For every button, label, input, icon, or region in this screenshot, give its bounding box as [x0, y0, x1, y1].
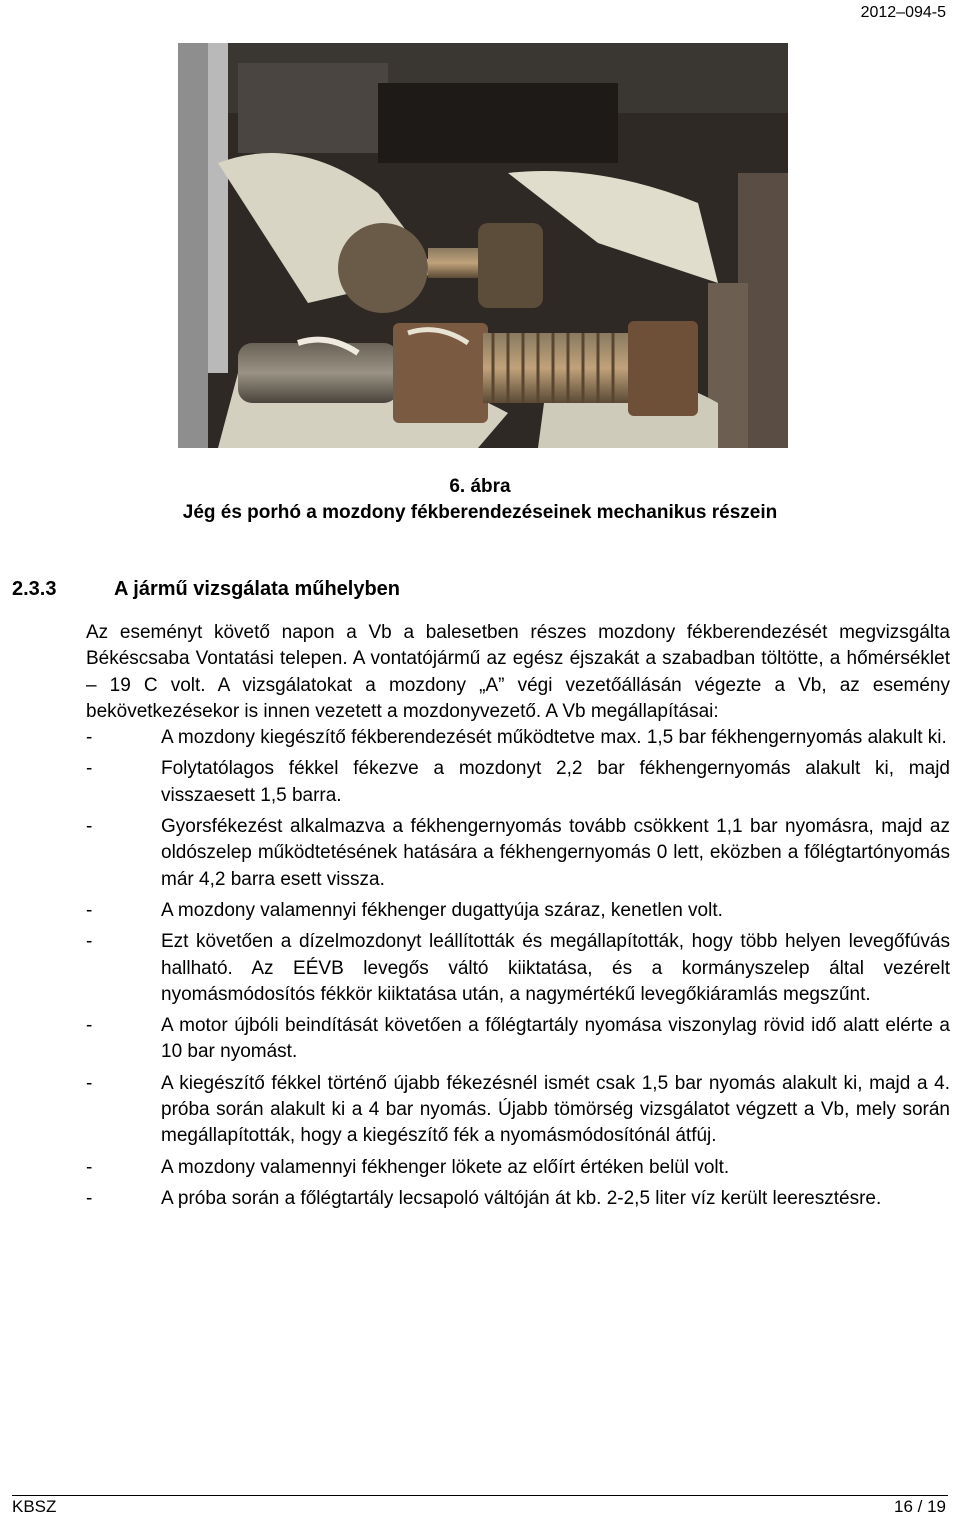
- footer-organization: KBSZ: [12, 1497, 57, 1516]
- section-title: A jármű vizsgálata műhelyben: [114, 578, 401, 600]
- list-item: [86, 929, 950, 1008]
- list-item: [86, 898, 950, 924]
- list-item-text: Gyorsfékezést alkalmazva a fékhengernyomás tovább csökkent 1,1 bar nyomásra, majd az oldószelep működtetésének hatására a fékhengernyomás 0 lett, eközben a főlégtartónyomás már 4,2 barra esett vissza.: [161, 816, 950, 890]
- list-item-text: A mozdony valamennyi fékhenger dugattyúja száraz, kenetlen volt.: [161, 899, 723, 921]
- list-item-text: A kiegészítő fékkel történő újabb fékezésnél ismét csak 1,5 bar nyomás alakult ki, majd a 4. próba során alakult ki a 4 bar nyomás. Újabb tömörség vizsgálatot végzett a Vb, mely során megállapították, hogy a kiegészítő fék a nyomásmódosítónál átfúj.: [161, 1072, 950, 1147]
- list-item-text: A mozdony kiegészítő fékberendezését működtetve max. 1,5 bar fékhengernyomás alakult ki.: [161, 727, 947, 749]
- list-item-text: Ezt követően a dízelmozdonyt leállították és megállapították, hogy több helyen levegőfúvás hallható. Az EÉVB levegős váltó kiiktatása, és a kormányszelep által vezérelt nyomásmódosítós fékkör kiiktatása után, a nagymértékű levegőkiáramlás megszűnt.: [161, 931, 950, 1005]
- list-item: [86, 756, 950, 809]
- body-text: [86, 620, 950, 1212]
- list-marker: -: [86, 931, 93, 953]
- list-item: [86, 1186, 950, 1212]
- intro-paragraph: Az eseményt követő napon a Vb a balesetben részes mozdony fékberendezését megvizsgálta Békéscsaba Vontatási telepen. A vontatójármű az egész éjszakát a szabadban töltötte, a hőmérséklet – 19 C volt. A vizsgálatokat a mozdony „A” végi vezetőállásán végezte a Vb, az esemény bekövetkezésekor is innen vezetett a mozdonyvezető. A Vb megállapításai:: [86, 622, 950, 722]
- list-marker: -: [86, 816, 93, 838]
- list-item-text: A mozdony valamennyi fékhenger lökete az előírt értéken belül volt.: [161, 1156, 730, 1178]
- section-heading: [12, 578, 400, 601]
- list-marker: -: [86, 727, 93, 749]
- list-item: [86, 1013, 950, 1066]
- figure-caption-number: 6. ábra: [449, 476, 511, 497]
- figure-photo: [178, 43, 788, 448]
- page-number: 16 / 19: [894, 1497, 946, 1516]
- list-marker: -: [86, 758, 93, 780]
- list-item: [86, 725, 950, 751]
- footer-divider: [12, 1495, 948, 1496]
- list-marker: -: [86, 1015, 93, 1037]
- list-item: [86, 1155, 950, 1181]
- list-marker: -: [86, 1187, 93, 1209]
- figure-caption-title: Jég és porhó a mozdony fékberendezéseinek mechanikus részein: [182, 502, 778, 523]
- list-marker: -: [86, 899, 93, 921]
- section-number: 2.3.3: [12, 578, 57, 600]
- list-item-text: Folytatólagos fékkel fékezve a mozdonyt 2,2 bar fékhengernyomás alakult ki, majd visszaesett 1,5 barra.: [161, 758, 950, 806]
- findings-list: [86, 725, 950, 1212]
- list-marker: -: [86, 1072, 93, 1094]
- brake-mechanism-image: [178, 43, 788, 448]
- list-item: [86, 1071, 950, 1150]
- list-item-text: A motor újbóli beindítását követően a főlégtartály nyomása viszonylag rövid idő alatt elérte a 10 bar nyomást.: [161, 1015, 950, 1063]
- document-id: 2012–094-5: [860, 4, 946, 21]
- list-item: [86, 814, 950, 893]
- list-marker: -: [86, 1156, 93, 1178]
- list-item-text: A próba során a főlégtartály lecsapoló váltóján át kb. 2-2,5 liter víz került leeresztésre.: [161, 1187, 882, 1209]
